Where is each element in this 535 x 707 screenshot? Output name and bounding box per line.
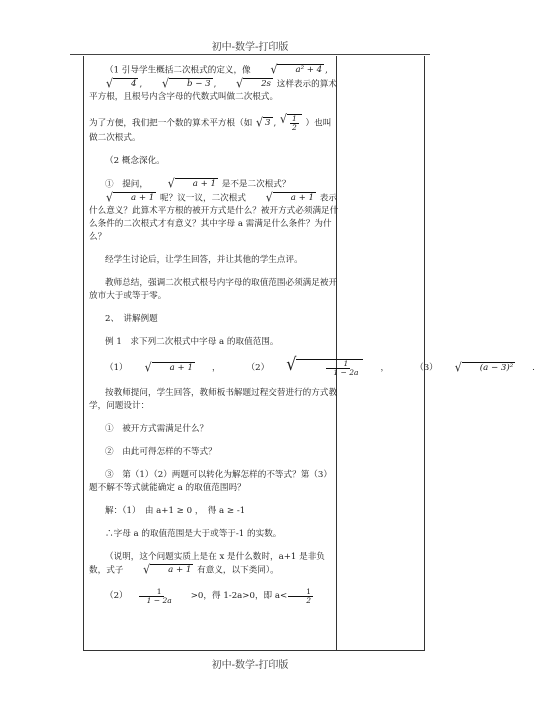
fraction: $\frac{1}{2}$ (288, 588, 313, 605)
lesson-content (89, 62, 535, 615)
fraction: $\frac{1}{1 - 2a}$ (129, 588, 174, 605)
radical: √ a + 1 (144, 360, 193, 375)
section-examples: 2、 讲解例题 (105, 314, 158, 324)
page-header: 初中-数学-打印版 (211, 42, 289, 53)
solution-note: （说明，这个问题实质上是在 x 是什么数时，a+1 是非负数，式子 √ a + 1 有意义，以下类同）。 (89, 552, 325, 577)
radical: √ 4 (106, 75, 137, 91)
paragraph-concept: （2 概念深化。 (105, 156, 165, 166)
solution-range: ∴字母 a 的取值范围是大于或等于-1 的实数。 (105, 529, 282, 539)
radical: √ b − 3 (161, 75, 211, 91)
radical: √ a + 1 (167, 176, 216, 191)
radical: √ 2s (236, 75, 271, 91)
radical: √ a² + 4 (270, 62, 323, 77)
question-2: ② 由此可得怎样的不等式？ (105, 447, 217, 457)
radical: √ a + 1 (106, 189, 155, 205)
solution-2: （2） $\frac{1}{1 - 2a}$ >0，得 1-2a>0，即 a< $\frac{1}{2}$ (105, 586, 311, 605)
radical: √ $\frac{1}{1 - 2a}$ (270, 359, 363, 377)
paragraph-summary: 教师总结，强调二次根式根号内字母的取值范围必须满足被开放市大于或等于零。 (89, 278, 338, 301)
radical: √ $\frac{1}{2}$ (280, 114, 302, 132)
question-3: ③ 第（1）（2）两题可以转化为解怎样的不等式？第（3）题不解不等式就能确定 a 的取值范围吗？ (89, 470, 332, 493)
example-1: 例 1 求下列二次根式中字母 a 的取值范围。 (105, 337, 279, 347)
paragraph-definition: （1 引导学生概括二次根式的定义，像 √ a² + 4 , √ 4 , √ b − 3 , √ 2s 这样表示的算术平方根，且根号内含字母的代数式叫做二次根式。 (89, 62, 337, 102)
solution-1: 解：（1） 由 a+1 ≥ 0 ， 得 a ≥ -1 (105, 506, 246, 516)
radical: √ a + 1 (265, 189, 314, 205)
radical: √ a + 1 (143, 562, 192, 577)
paragraph-question: ① 提问， √ a + 1 是不是二次根式？ √ a + 1 呢？议一议，二次根式 √ a + 1 表示什么意义？此算术平方根的被开方式是什么？被开方式必须满足什么条件的二次根式才有意义？其中字母 a 需满足什么条件？为什么？ (89, 176, 339, 242)
page-footer: 初中-数学-打印版 (211, 660, 289, 671)
paragraph-discussion: 经学生讨论后，让学生回答，并让其他的学生点评。 (105, 255, 303, 265)
header-rule (70, 54, 430, 55)
paragraph-method: 按教师提问，学生回答，教师板书解题过程交替进行的方式教学，问题设计： (89, 388, 338, 411)
radical: √ (a − 3)² (454, 360, 514, 375)
question-1: ① 被开方式需满足什么？ (105, 424, 209, 434)
paragraph-convenience: 为了方便，我们把一个数的算术平方根（如 √ 3 , √ $\frac{1}{2}$ ）也叫做二次根式。 (89, 112, 332, 143)
example-parts: （1） √ a + 1 ， （2） √ $\frac{1}{1 - 2a}$ ， （3） √ (a − 3)² . (105, 353, 535, 377)
radical: √ 3 (256, 115, 271, 130)
